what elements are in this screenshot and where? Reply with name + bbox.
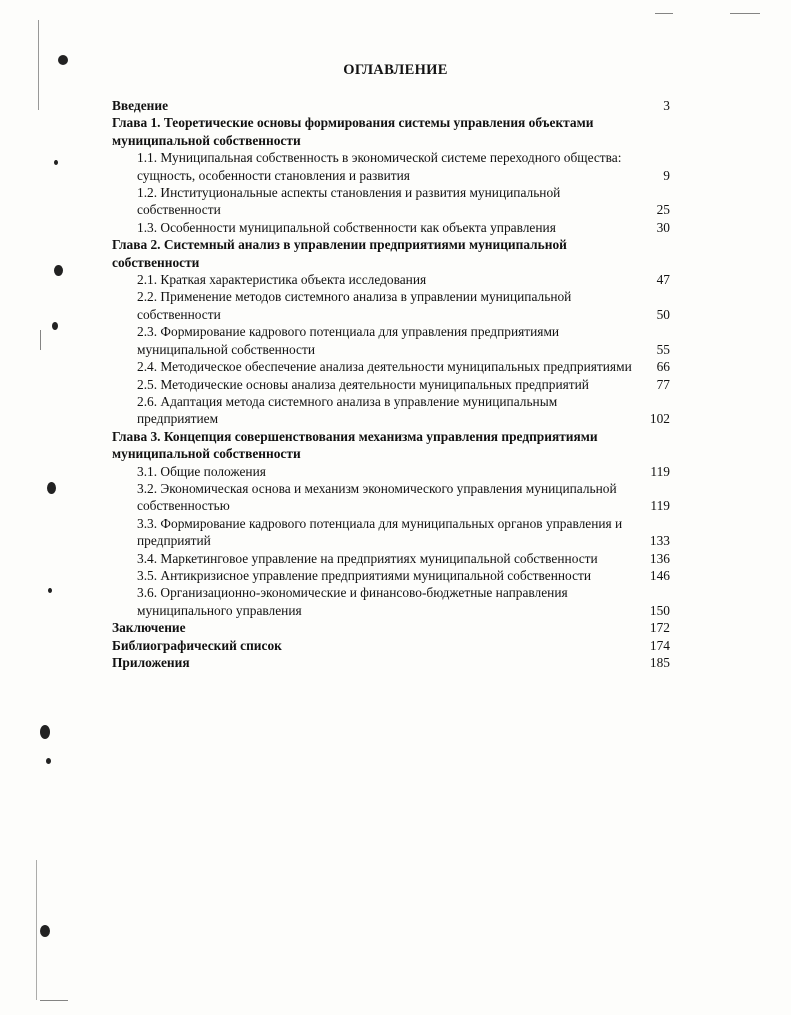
page-number: 102 — [649, 411, 670, 427]
toc-entry: 1.1. Муниципальная собственность в экономической системе переходного общества: сущность, особенности становления и развития 9 — [137, 150, 670, 183]
toc-entry: 2.1. Краткая характеристика объекта исследования 47 — [137, 272, 670, 288]
toc-entry-bibliography: Библиографический список 174 — [112, 637, 670, 653]
scan-edge-line — [730, 13, 760, 14]
toc-entry: 3.5. Антикризисное управление предприятиями муниципальной собственности 146 — [137, 567, 670, 583]
page-number: 136 — [649, 550, 670, 566]
table-of-contents — [112, 97, 670, 671]
scan-edge-line — [655, 13, 673, 14]
page-number: 119 — [650, 463, 670, 479]
toc-entry: 3.1. Общие положения 119 — [137, 463, 670, 479]
page-number: 185 — [649, 655, 670, 670]
punch-hole-mark — [48, 588, 52, 593]
punch-hole-mark — [54, 160, 58, 165]
page-number: 133 — [649, 533, 670, 549]
toc-entry: 3.3. Формирование кадрового потенциала для муниципальных органов управления и предприятий 133 — [137, 515, 670, 549]
toc-entry: 1.3. Особенности муниципальной собственности как объекта управления 30 — [137, 219, 670, 235]
toc-chapter-1: Глава 1. Теоретические основы формирования системы управления объектами муниципальной собственности — [112, 115, 594, 148]
toc-entry-intro: Введение 3 — [112, 98, 670, 113]
page-number: 146 — [649, 567, 670, 583]
page-number: 174 — [649, 637, 670, 653]
punch-hole-mark — [46, 758, 51, 764]
toc-chapter-3: Глава 3. Концепция совершенствования механизма управления предприятиями муниципальной собственности — [112, 428, 598, 462]
scan-edge-line — [40, 330, 41, 350]
toc-entry: 3.2. Экономическая основа и механизм экономического управления муниципальной собственностью 119 — [137, 480, 670, 514]
page-number: 50 — [656, 306, 670, 322]
page-number: 66 — [656, 359, 670, 375]
toc-entry: 2.3. Формирование кадрового потенциала для управления предприятиями муниципальной собственности 55 — [137, 324, 670, 357]
page-number: 77 — [656, 376, 670, 392]
scan-edge-line — [40, 1000, 68, 1001]
scan-edge-line — [36, 860, 37, 1000]
toc-chapter-2: Глава 2. Системный анализ в управлении предприятиями муниципальной собственности — [112, 237, 567, 270]
toc-entry: 2.4. Методическое обеспечение анализа деятельности муниципальных предприятиями 66 — [137, 359, 670, 375]
toc-entry: 3.6. Организационно-экономические и финансово-бюджетные направления муниципального управления 150 — [137, 585, 670, 618]
page-number: 55 — [656, 341, 670, 357]
toc-entry: 2.2. Применение методов системного анализа в управлении муниципальной собственности 50 — [137, 289, 670, 322]
page-number: 119 — [650, 498, 670, 514]
page-number: 9 — [663, 167, 670, 183]
punch-hole-mark — [54, 265, 63, 276]
toc-entry: 3.4. Маркетинговое управление на предприятиях муниципальной собственности 136 — [137, 550, 670, 566]
punch-hole-mark — [52, 322, 58, 330]
page-number: 30 — [656, 219, 670, 235]
toc-entry: 2.5. Методические основы анализа деятельности муниципальных предприятий 77 — [137, 376, 670, 392]
toc-entry: 2.6. Адаптация метода системного анализа в управление муниципальным предприятием 102 — [137, 393, 670, 427]
page-number: 172 — [649, 620, 670, 636]
page-number: 150 — [649, 602, 670, 618]
toc-entry-conclusion: Заключение 172 — [112, 620, 670, 636]
page-number: 3 — [663, 98, 670, 113]
page-number: 47 — [656, 272, 670, 288]
page-title: ОГЛАВЛЕНИЕ — [343, 62, 448, 78]
toc-entry-appendices: Приложения 185 — [112, 655, 670, 670]
page-number: 25 — [656, 202, 670, 218]
punch-hole-mark — [47, 482, 56, 494]
toc-entry: 1.2. Институциональные аспекты становления и развития муниципальной собственности 25 — [137, 185, 670, 218]
punch-hole-mark — [40, 925, 50, 937]
punch-hole-mark — [40, 725, 50, 739]
